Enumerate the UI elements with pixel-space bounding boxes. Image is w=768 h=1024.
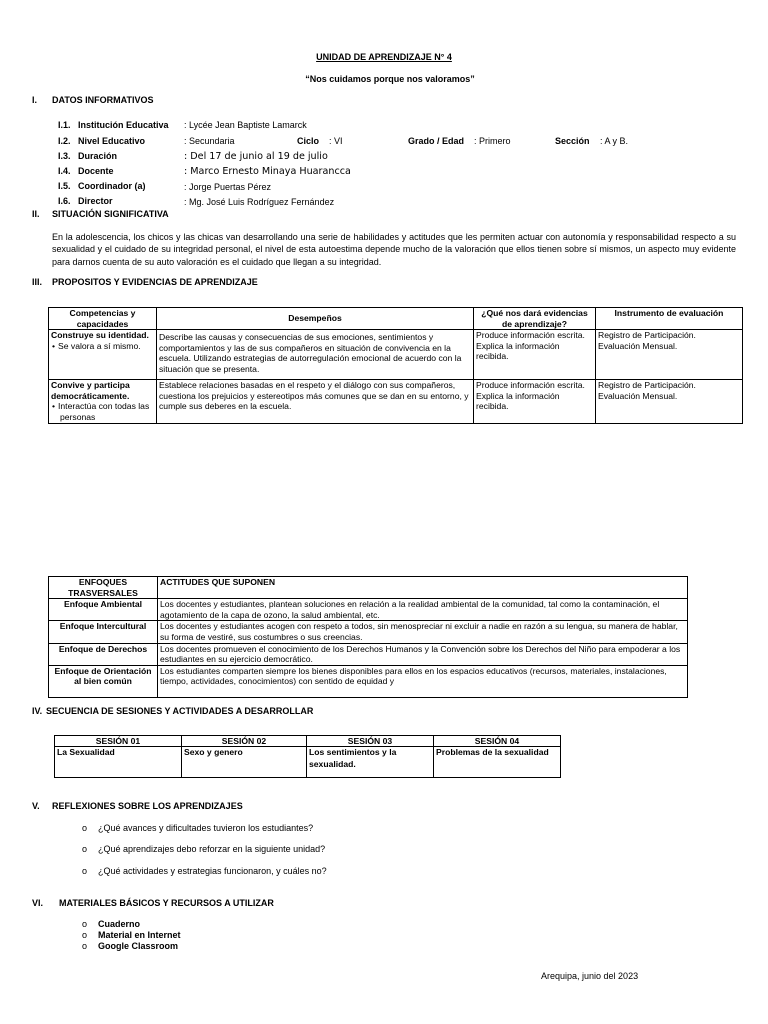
section-5-title: REFLEXIONES SOBRE LOS APRENDIZAJES xyxy=(52,801,243,811)
header-competencias: Competencias y capacidades xyxy=(49,308,157,330)
row-value: : Del 17 de junio al 19 de julio xyxy=(184,151,328,162)
material-text: Cuaderno xyxy=(98,919,141,929)
header-desempenos: Desempeños xyxy=(157,308,474,330)
header-sesion-04: SESIÓN 04 xyxy=(434,736,561,747)
enfoque-text: Los estudiantes comparten siempre los bienes disponibles para ellos en los espacios educativos (recursos, materiales, instalaciones, tiempo, actividades, conocimientos) con sentido de equidad y xyxy=(158,665,688,697)
header-sesion-02: SESIÓN 02 xyxy=(182,736,307,747)
section-4-number: IV. xyxy=(32,706,43,716)
table-row xyxy=(49,643,688,665)
sesion-cell: Los sentimientos y la sexualidad. xyxy=(307,747,434,778)
row-value: : Marco Ernesto Minaya Huarancca xyxy=(184,166,351,177)
desempeno-cell: Establece relaciones basadas en el respeto y el diálogo con sus compañeros, cuestiona los prejuicios y estereotipos más comunes que se dan en su entorno, y cumple sus deberes en la escuela. xyxy=(157,380,474,423)
list-item xyxy=(82,823,313,833)
row-value: : Lycée Jean Baptiste Lamarck xyxy=(184,120,307,130)
bullet-icon: o xyxy=(82,823,88,833)
header-actitudes: ACTITUDES QUE SUPONEN xyxy=(158,577,688,599)
sesiones-table xyxy=(54,735,561,778)
grado-value: : Primero xyxy=(474,136,511,146)
place-date: Arequipa, junio del 2023 xyxy=(541,971,639,981)
row-label: Institución Educativa xyxy=(78,120,169,130)
enfoque-text: Los docentes promueven el conocimiento de los Derechos Humanos y la Convención sobre los Derechos del Niño para empoderar a los estudiantes en su ejercicio democrático. xyxy=(158,643,688,665)
row-label: Coordinador (a) xyxy=(78,181,146,191)
enfoque-name: Enfoque Ambiental xyxy=(49,599,158,621)
section-2-number: II. xyxy=(32,209,40,219)
table-row xyxy=(49,621,688,643)
row-value: : Secundaria xyxy=(184,136,235,146)
section-3-number: III. xyxy=(32,277,43,287)
section-1-number: I. xyxy=(32,95,38,105)
competencia-cell xyxy=(49,380,157,423)
bullet-icon: o xyxy=(82,930,88,940)
list-item xyxy=(82,941,178,951)
enfoque-name: Enfoque Intercultural xyxy=(49,621,158,643)
row-label: Duración xyxy=(78,151,118,161)
enfoque-text: Los docentes y estudiantes, plantean soluciones en relación a la realidad ambiental de la comunidad, tal como la contaminación, el agotamiento de la capa de ozono, la salud ambiental, etc. xyxy=(158,599,688,621)
section-2-title: SITUACIÓN SIGNIFICATIVA xyxy=(52,209,169,219)
ciclo-value: : VI xyxy=(329,136,343,146)
bullet-icon: o xyxy=(82,941,88,951)
table-header-row xyxy=(49,308,743,330)
reflexion-text: ¿Qué aprendizajes debo reforzar en la siguiente unidad? xyxy=(98,844,326,854)
seccion-label: Sección xyxy=(555,136,590,146)
table-row xyxy=(49,665,688,697)
enfoque-text: Los docentes y estudiantes acogen con respeto a todos, sin menospreciar ni excluir a nadie en razón a su lengua, su manera de hablar, su forma de vestiré, sus costumbres o sus creencias. xyxy=(158,621,688,643)
row-value: : Mg. José Luis Rodríguez Fernández xyxy=(184,197,335,207)
desempeno-cell: Describe las causas y consecuencias de sus emociones, sentimientos y comportamientos y las de sus compañeros en situación de convivencia en la escuela. Utilizando estrategias de autorregulación emocional de acuerdo con la situación que se presenta. xyxy=(157,330,474,380)
bullet-icon: o xyxy=(82,866,88,876)
sesion-cell: Sexo y genero xyxy=(182,747,307,778)
list-item xyxy=(82,930,181,940)
reflexion-text: ¿Qué actividades y estrategias funcionaron, y cuáles no? xyxy=(98,866,327,876)
competencia-title: Convive y participa democráticamente. xyxy=(51,380,130,401)
header-enfoques: ENFOQUES TRASVERSALES xyxy=(49,577,158,599)
row-number: I.1. xyxy=(58,120,71,130)
row-number: I.5. xyxy=(58,181,71,191)
list-item xyxy=(82,866,327,876)
table-row xyxy=(55,747,561,778)
header-sesion-01: SESIÓN 01 xyxy=(55,736,182,747)
reflexion-text: ¿Qué avances y dificultades tuvieron los estudiantes? xyxy=(98,823,314,833)
header-sesion-03: SESIÓN 03 xyxy=(307,736,434,747)
header-instrumento: Instrumento de evaluación xyxy=(596,308,743,330)
list-item xyxy=(82,844,325,854)
instrumento-cell: Registro de Participación. Evaluación Mensual. xyxy=(596,330,743,380)
enfoque-name: Enfoque de Derechos xyxy=(49,643,158,665)
row-value: : Jorge Puertas Pérez xyxy=(184,182,272,192)
ciclo-label: Ciclo xyxy=(297,136,320,146)
row-label: Director xyxy=(78,196,113,206)
competencia-title: Construye su identidad. xyxy=(51,330,149,341)
document-title: UNIDAD DE APRENDIZAJE N° 4 xyxy=(316,52,452,62)
section-6-number: VI. xyxy=(32,898,44,908)
evidencia-cell: Produce información escrita. Explica la información recibida. xyxy=(474,330,596,380)
grado-label: Grado / Edad xyxy=(408,136,465,146)
row-label: Nivel Educativo xyxy=(78,136,146,146)
sesion-cell: Problemas de la sexualidad xyxy=(434,747,561,778)
row-number: I.4. xyxy=(58,166,71,176)
capacidad-item: • Se valora a sí mismo. xyxy=(60,341,154,352)
bullet-icon: o xyxy=(82,844,88,854)
table-row xyxy=(49,599,688,621)
material-text: Material en Internet xyxy=(98,930,181,940)
section-5-number: V. xyxy=(32,801,40,811)
section-1-title: DATOS INFORMATIVOS xyxy=(52,95,154,105)
row-label: Docente xyxy=(78,166,114,176)
section-6-title: MATERIALES BÁSICOS Y RECURSOS A UTILIZAR xyxy=(59,898,274,908)
list-item xyxy=(82,919,140,929)
enfoque-name: Enfoque de Orientación al bien común xyxy=(49,665,158,697)
competencia-cell xyxy=(49,330,157,380)
section-3-title: PROPOSITOS Y EVIDENCIAS DE APRENDIZAJE xyxy=(52,277,258,287)
document-subtitle: “Nos cuidamos porque nos valoramos” xyxy=(305,74,475,84)
evidencia-cell: Produce información escrita. Explica la información recibida. xyxy=(474,380,596,423)
instrumento-cell: Registro de Participación. Evaluación Mensual. xyxy=(596,380,743,423)
material-text: Google Classroom xyxy=(98,941,179,951)
table-row xyxy=(49,330,743,380)
row-number: I.2. xyxy=(58,136,71,146)
capacidad-item: • Interactúa con todas las personas xyxy=(60,401,154,422)
table-row xyxy=(49,380,743,423)
bullet-icon: o xyxy=(82,919,88,929)
row-number: I.6. xyxy=(58,196,71,206)
section-4-title: SECUENCIA DE SESIONES Y ACTIVIDADES A DESARROLLAR xyxy=(46,706,314,716)
table-header-row xyxy=(55,736,561,747)
row-number: I.3. xyxy=(58,151,71,161)
situacion-text: En la adolescencia, los chicos y las chicas van desarrollando una serie de habilidades y actitudes que les permiten actuar con autonomía y responsabilidad respecto a su sexualidad y el cuidado de su integridad personal, el nivel de esta autoestima depende mucho de la valoración que ellos tienen sobre sí mismos, un aspecto muy evidente para darnos cuenta de su auto valoración es el cuidado que llegan a su integridad. xyxy=(52,232,736,267)
propositos-table xyxy=(48,307,743,424)
sesion-cell: La Sexualidad xyxy=(55,747,182,778)
enfoques-table xyxy=(48,576,688,698)
seccion-value: : A y B. xyxy=(600,136,629,146)
header-evidencias: ¿Qué nos dará evidencias de aprendizaje? xyxy=(474,308,596,330)
table-header-row xyxy=(49,577,688,599)
